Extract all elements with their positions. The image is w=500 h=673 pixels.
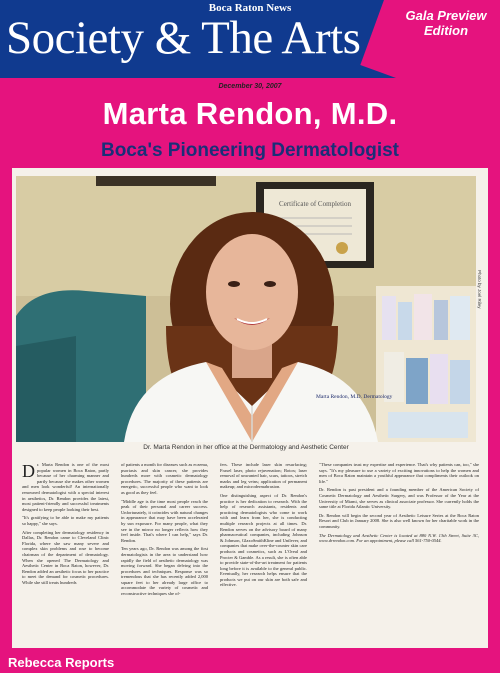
article-paragraph: Dr. Rendon is past president and a founding member of the American Society of Cosmetic Dermatology and Aesthetic Surgery, and was Professor of the Year at the University of Miami, she serves as clinical associate professor. She currently holds the same title at Florida Atlantic University. <box>319 487 479 510</box>
article-paragraph: Dr. Rendon will begin the second year of Aesthetic Leisure Series at the Boca Raton Resort and Club in January 2008. She is also well known for her charitable work in the community. <box>319 512 479 529</box>
newspaper-name: Boca Raton News <box>208 2 292 14</box>
coat-name-embroidery: Marta Rendon, M.D. Dermatology <box>316 394 393 400</box>
section-title: Society & The Arts <box>6 12 361 64</box>
article-column-2 <box>121 462 208 600</box>
article-paragraph: One distinguishing aspect of Dr. Rendon's practice is her dedication to research. With the help of research assistants, residents and practicing dermatologists who come to work with and learn from her, she is conducting multiple research projects at all times. Dr. Rendon serves on the advisory board of many pharmaceutical companies, including Johnson & Johnson, GlaxoSmithKline and Unilever, and companies that make over-the-counter skin care products and cosmetics, such as L'Oreal and Procter & Gamble. As a result, she is often able to provide state-of-the-art treatment for patients long before it is available to the general public. Eventually, her research helps ensure that the products we put on our skin are both safe and effective. <box>220 492 307 588</box>
article-paragraph: "These companies trust my expertise and experience. That's why patients can, too," she says. "It's my pleasure to use a variety of exciting innovations to help the women and men of Boca Raton maintain a youthful appearance that compliments their outlook on life." <box>319 462 479 484</box>
article-paragraph: "Middle age is the time most people reach the peak of their personal and career success. Unfortunately, it coincides with natural changes in appearance that may have been accelerated by sun exposure. For many people, what they see in the mirror no longer reflects how they feel inside. That's where I can help," says Dr. Rendon. <box>121 498 208 543</box>
article-paragraph <box>22 462 109 512</box>
article-column-4 <box>319 462 479 547</box>
gala-preview-label <box>400 8 492 38</box>
gala-line-1: Gala Preview <box>405 8 487 23</box>
article-paragraph: of patients a month for diseases such as eczema, psoriasis and skin cancer, she provides hundreds more with cosmetic dermatology procedures. The majority of these patients are energetic, successful people who want to look as good as they feel. <box>121 462 208 495</box>
issue-date: December 30, 2007 <box>218 83 282 90</box>
center-contact-info: The Dermatology and Aesthetic Center is located at 880 N.W. 13th Street, Suite 3C, www.drrendon.com. For an appointment, please call 561-750-0544. <box>319 532 479 544</box>
portrait-photo <box>16 176 476 442</box>
article-paragraph: After completing her dermatology residency in Dallas, Dr. Rendon came to Cleveland Clinic Florida, where she saw many severe and complex skin problems and rose to become chairman of the department of dermatology. When she opened The Dermatology and Aesthetic Center in Boca Raton, however, Dr. Rendon added an aesthetic focus to her practice to meet the demand for cosmetic procedures. While she still treats hundreds <box>22 529 109 585</box>
photo-caption: Dr. Marta Rendon in her office at the Dermatology and Aesthetic Center <box>143 444 349 451</box>
article-paragraph: "It's gratifying to be able to make my patients so happy," she says. <box>22 515 109 526</box>
headline: Marta Rendon, M.D. <box>102 96 398 131</box>
article-column-3 <box>220 462 307 591</box>
certificate-text: Certificate of Completion <box>279 200 351 208</box>
photo-credit: Photo by Joel Riley <box>477 270 482 309</box>
article-paragraph: Ten years ago, Dr. Rendon was among the first dermatologists in the area to understand how rapidly the field of aesthetic dermatology was moving forward. She began delving into the procedures and techniques. Response was so tremendous that she has recently added 2,000 square feet to her already large office to accommodate the variety of cosmetic and reconstructive techniques she of- <box>121 546 208 597</box>
gala-line-2: Edition <box>423 23 469 38</box>
subheadline: Boca's Pioneering Dermatologist <box>100 140 400 161</box>
article-paragraph: fers. These include laser skin resurfacing; Fraxel laser, photo rejuvenation; Botox; laser removal of unwanted hair, scars, tattoos, stretch marks and leg veins; application of permanent makeup; and microdermabrasion. <box>220 462 307 490</box>
article-text: r. Marta Rendon is one of the most popular women in Boca Raton, partly because of her charming manner and partly because she makes other women and men look wonderful! An internationally renowned dermatologist with a special interest in aesthetics, Dr. Rendon provides the latest, most patient-friendly and successful treatments designed to keep people looking their best. <box>22 462 109 512</box>
drop-cap: D <box>22 461 35 481</box>
masthead <box>0 0 500 78</box>
article-column-1 <box>22 462 109 588</box>
column-name: Rebecca Reports <box>8 655 115 670</box>
